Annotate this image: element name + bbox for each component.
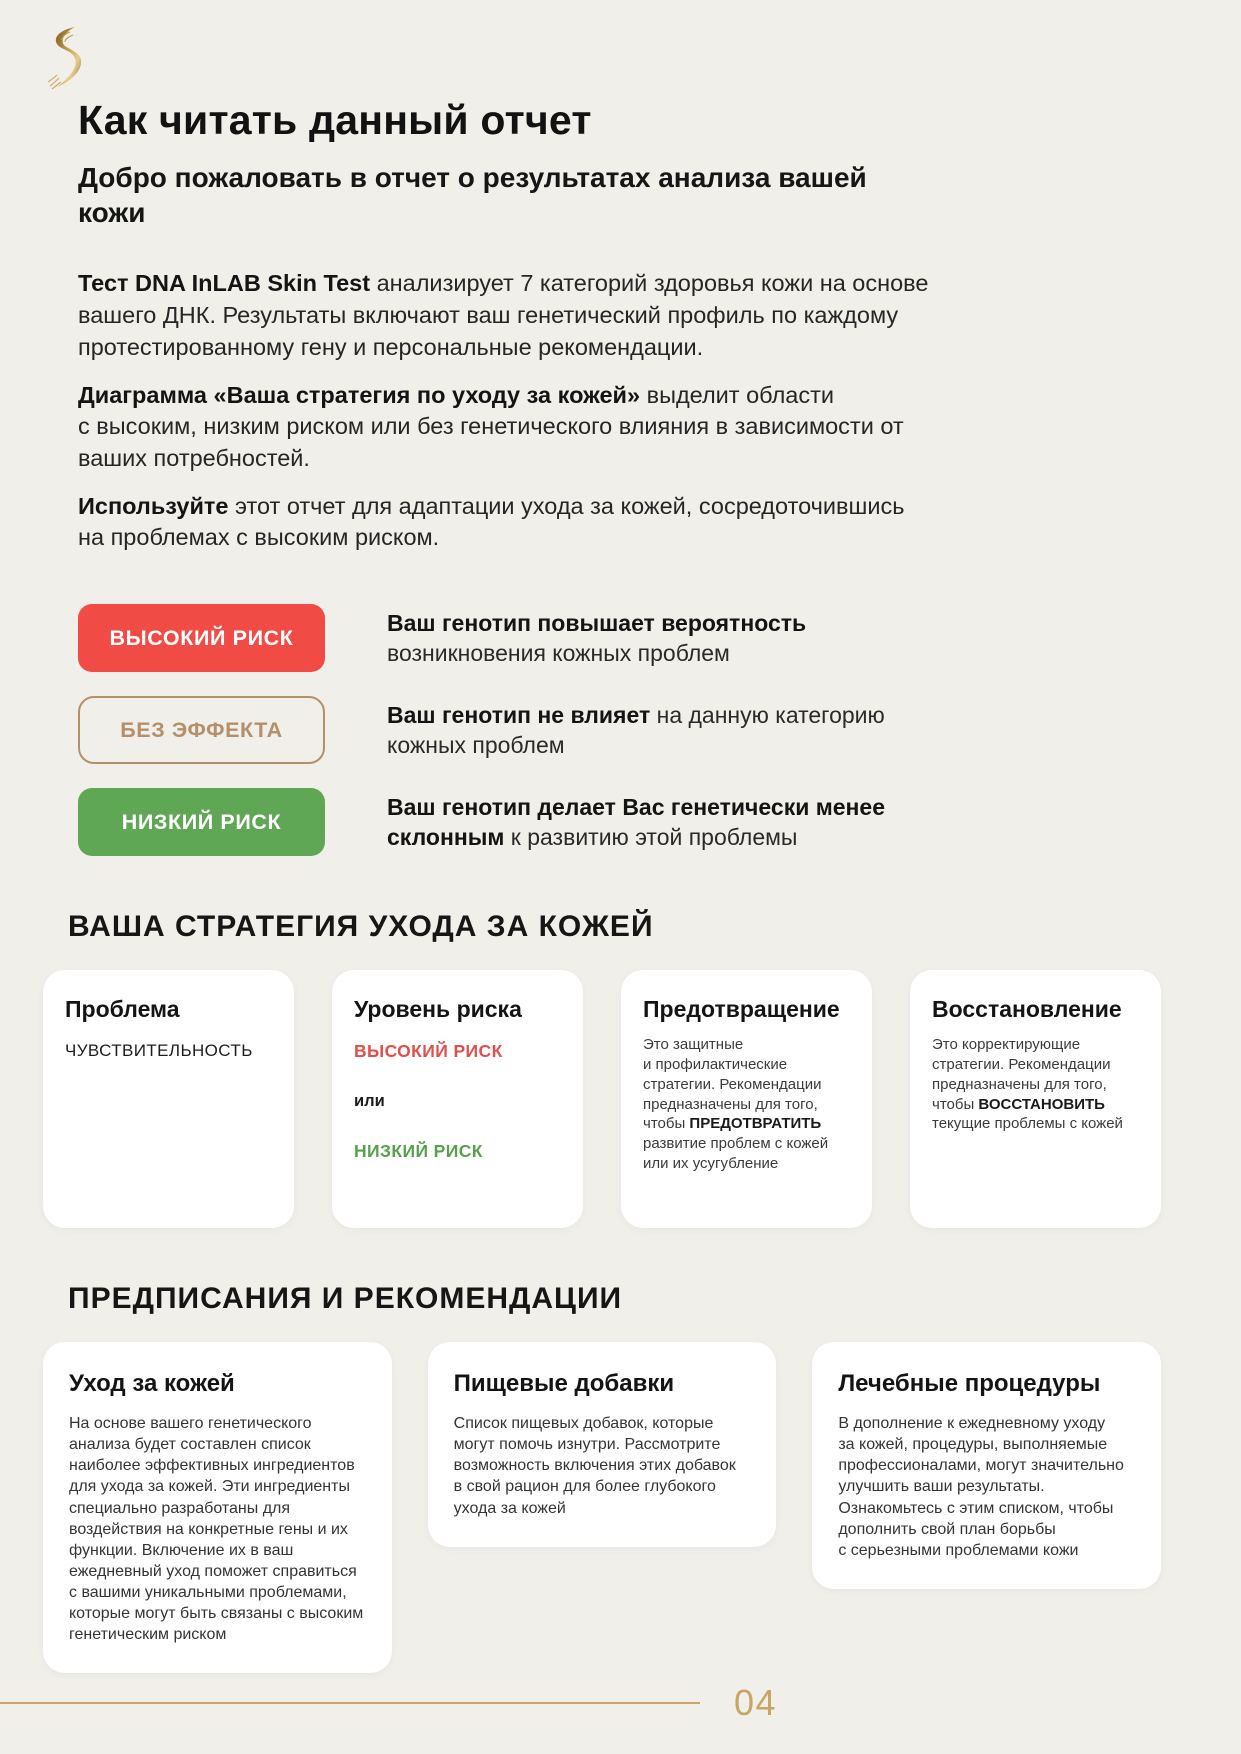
prescription-card-supplements-title: Пищевые добавки: [453, 1370, 675, 1398]
intro-paragraph-test: [78, 268, 934, 363]
prescription-card-skincare: [43, 1342, 392, 1673]
intro-paragraph-use: [78, 491, 934, 554]
intro-paragraph-test-rest: анализирует 7 категорий здоровья кожи на основе вашего ДНК. Результаты включают ваш генетический профиль по каждому протестированному гену и персональные рекомендации.: [78, 270, 929, 360]
strategy-card-restoration-body: [932, 1035, 1139, 1134]
legend-row-no-effect: [78, 696, 1161, 764]
prescription-card-skincare-title: Уход за кожей: [69, 1370, 235, 1398]
prescription-card-supplements: [428, 1342, 777, 1547]
page-title: Как читать данный отчет: [78, 97, 592, 143]
prescription-card-treatments-body: В дополнение к ежедневному уходу за кожей, процедуры, выполняемые профессионалами, могут значительно улучшить ваши результаты. Ознакомьтесь с этим списком, чтобы дополнить свой план борьбы с серьезными проблемами кожи: [838, 1415, 1124, 1559]
intro-paragraph-use-rest: этот отчет для адаптации ухода за кожей, сосредоточившись на проблемах с высоким риском.: [78, 492, 905, 551]
prevention-body-emphasis: ПРЕДОТВРАТИТЬ: [689, 1115, 822, 1133]
prevention-body-pre: Это защитные и профилактические стратегии. Рекомендации предназначены для того, чтобы: [643, 1036, 822, 1133]
page-footer: [0, 1682, 1241, 1724]
low-risk-badge: НИЗКИЙ РИСК: [78, 788, 325, 856]
prescription-card-treatments: [812, 1342, 1161, 1589]
intro-paragraph-diagram: [78, 380, 934, 475]
problem-value: ЧУВСТВИТЕЛЬНОСТЬ: [65, 1041, 253, 1061]
intro-paragraph-diagram-rest: выделит области с высоким, низким риском или без генетического влияния в зависимости от ваших потребностей.: [78, 381, 904, 471]
strategy-card-prevention-title: Предотвращение: [643, 996, 840, 1023]
risk-legend: [78, 604, 1161, 856]
risk-level-low-label: НИЗКИЙ РИСК: [354, 1141, 483, 1162]
intro-paragraph-test-lead: Тест DNA InLAB Skin Test: [78, 270, 371, 297]
high-risk-badge: ВЫСОКИЙ РИСК: [78, 604, 325, 672]
restoration-body-pre: Это корректирующие стратегии. Рекомендации предназначены для того, чтобы: [932, 1036, 1111, 1113]
prevention-body-post: развитие проблем с кожей или их усугубление: [643, 1135, 829, 1172]
strategy-card-problem: [43, 970, 294, 1228]
high-risk-description-bold: Ваш генотип повышает вероятность: [387, 609, 807, 636]
prescriptions-section-heading: ПРЕДПИСАНИЯ И РЕКОМЕНДАЦИИ: [68, 1282, 623, 1316]
prescription-card-supplements-body: Список пищевых добавок, которые могут помочь изнутри. Рассмотрите возможность включения этих добавок в свой рацион для более глубокого ухода за кожей: [453, 1415, 736, 1517]
no-effect-badge: БЕЗ ЭФФЕКТА: [78, 696, 325, 764]
brand-logo: [45, 26, 89, 94]
strategy-card-prevention: [621, 970, 872, 1228]
strategy-card-restoration-title: Восстановление: [932, 996, 1122, 1023]
dna-helix-icon: [45, 26, 89, 94]
prescription-card-skincare-body: На основе вашего генетического анализа будет составлен список наиболее эффективных ингредиентов для ухода за кожей. Эти ингредиенты специально разработаны для воздействия на конкретные гены и их функции. Включение их в ваш ежедневный уход поможет справиться с вашими уникальными проблемами, которые могут быть связаны с высоким генетическим риском: [69, 1415, 364, 1644]
strategy-card-risk-level: [332, 970, 583, 1228]
risk-level-high-label: ВЫСОКИЙ РИСК: [354, 1041, 503, 1062]
low-risk-description-bold: Ваш генотип делает Вас генетически менее склонным: [387, 793, 886, 851]
strategy-card-problem-title: Проблема: [65, 996, 180, 1023]
no-effect-description-bold: Ваш генотип не влияет: [387, 701, 651, 728]
footer-divider: [0, 1702, 700, 1704]
prescription-card-treatments-title: Лечебные процедуры: [838, 1370, 1101, 1398]
risk-level-or-label: или: [354, 1092, 385, 1111]
no-effect-description: [387, 700, 907, 761]
strategy-card-risk-level-title: Уровень риска: [354, 996, 522, 1023]
strategy-cards: [43, 970, 1161, 1228]
prescriptions-cards: [43, 1342, 1161, 1673]
strategy-section-heading: ВАША СТРАТЕГИЯ УХОДА ЗА КОЖЕЙ: [68, 910, 654, 944]
legend-row-high-risk: [78, 604, 1161, 672]
page-subtitle: Добро пожаловать в отчет о результатах анализа вашей кожи: [78, 162, 867, 229]
high-risk-description-rest: возникновения кожных проблем: [387, 640, 730, 667]
high-risk-description: [387, 608, 907, 669]
no-effect-description-rest: на данную категорию кожных проблем: [387, 701, 885, 759]
intro-paragraph-use-lead: Используйте: [78, 492, 229, 519]
restoration-body-post: текущие проблемы с кожей: [932, 1115, 1123, 1133]
restoration-body-emphasis: ВОССТАНОВИТЬ: [978, 1095, 1105, 1113]
strategy-card-prevention-body: [643, 1035, 850, 1174]
legend-row-low-risk: [78, 788, 1161, 856]
strategy-card-restoration: [910, 970, 1161, 1228]
page-number: 04: [734, 1682, 778, 1723]
low-risk-description: [387, 792, 907, 853]
intro-paragraph-diagram-lead: Диаграмма «Ваша стратегия по уходу за кожей»: [78, 381, 641, 408]
low-risk-description-rest: к развитию этой проблемы: [504, 824, 798, 851]
